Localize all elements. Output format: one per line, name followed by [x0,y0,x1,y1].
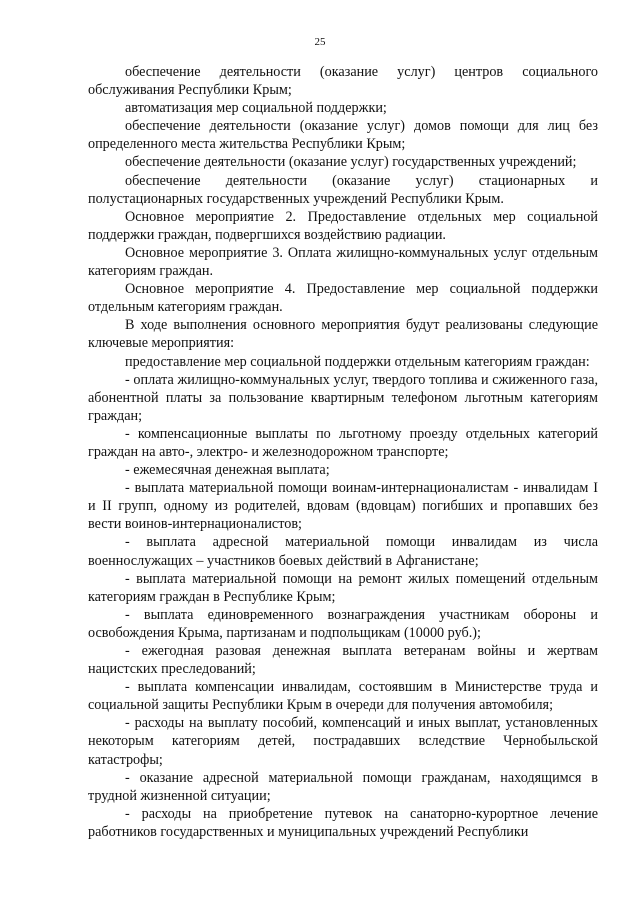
list-item: - выплата материальной помощи на ремонт жилых помещений отдельным категориям граждан в Республике Крым; [88,570,598,605]
paragraph: обеспечение деятельности (оказание услуг) центров социального обслуживания Республики Крым; [88,64,598,99]
list-item: - расходы на выплату пособий, компенсаций и иных выплат, установленных некоторым категориям детей, пострадавших вследствие Чернобыльской катастрофы; [88,715,598,768]
list-item: - оплата жилищно-коммунальных услуг, твердого топлива и сжиженного газа, абонентной платы за пользование квартирным телефоном льготным категориям граждан; [88,371,598,424]
paragraph: обеспечение деятельности (оказание услуг) домов помощи для лиц без определенного места жительства Республики Крым; [88,118,598,153]
list-item: - ежемесячная денежная выплата; [125,462,330,479]
paragraph: Основное мероприятие 2. Предоставление отдельных мер социальной поддержки граждан, подвергшихся воздействию радиации. [88,208,598,243]
list-item: - компенсационные выплаты по льготному проезду отдельных категорий граждан на авто-, электро- и железнодорожном транспорте; [88,425,598,460]
list-item: - выплата материальной помощи воинам-интернационалистам - инвалидам I и II групп, одному из родителей, вдовам (вдовцам) погибших и пропавших без вести воинов-интернационалистов; [88,480,598,533]
list-item: - расходы на приобретение путевок на санаторно-курортное лечение работников государственных и муниципальных учреждений Республики [88,805,598,840]
paragraph: предоставление мер социальной поддержки отдельным категориям граждан: [125,353,590,370]
paragraph: Основное мероприятие 4. Предоставление мер социальной поддержки отдельным категориям граждан. [88,281,598,316]
list-item: - оказание адресной материальной помощи гражданам, находящимся в трудной жизненной ситуации; [88,769,598,804]
paragraph: В ходе выполнения основного мероприятия будут реализованы следующие ключевые мероприятия: [88,317,598,352]
paragraph: Основное мероприятие 3. Оплата жилищно-коммунальных услуг отдельным категориям граждан. [88,244,598,280]
list-item: - выплата компенсации инвалидам, состоявшим в Министерстве труда и социальной защиты Республики Крым в очереди для получения автомобиля; [88,679,598,714]
paragraph: автоматизация мер социальной поддержки; [125,100,387,117]
list-item: - выплата адресной материальной помощи инвалидам из числа военнослужащих – участников боевых действий в Афганистане; [88,534,598,569]
list-item: - выплата единовременного вознаграждения участникам обороны и освобождения Крыма, партизанам и подпольщикам (10000 руб.); [88,606,598,641]
list-item: - ежегодная разовая денежная выплата ветеранам войны и жертвам нацистских преследований; [88,643,598,678]
page-number: 25 [314,36,326,48]
paragraph: обеспечение деятельности (оказание услуг) государственных учреждений; [125,154,577,171]
page-body [88,63,598,841]
paragraph: обеспечение деятельности (оказание услуг) стационарных и полустационарных государственных учреждений Республики Крым. [88,172,598,207]
